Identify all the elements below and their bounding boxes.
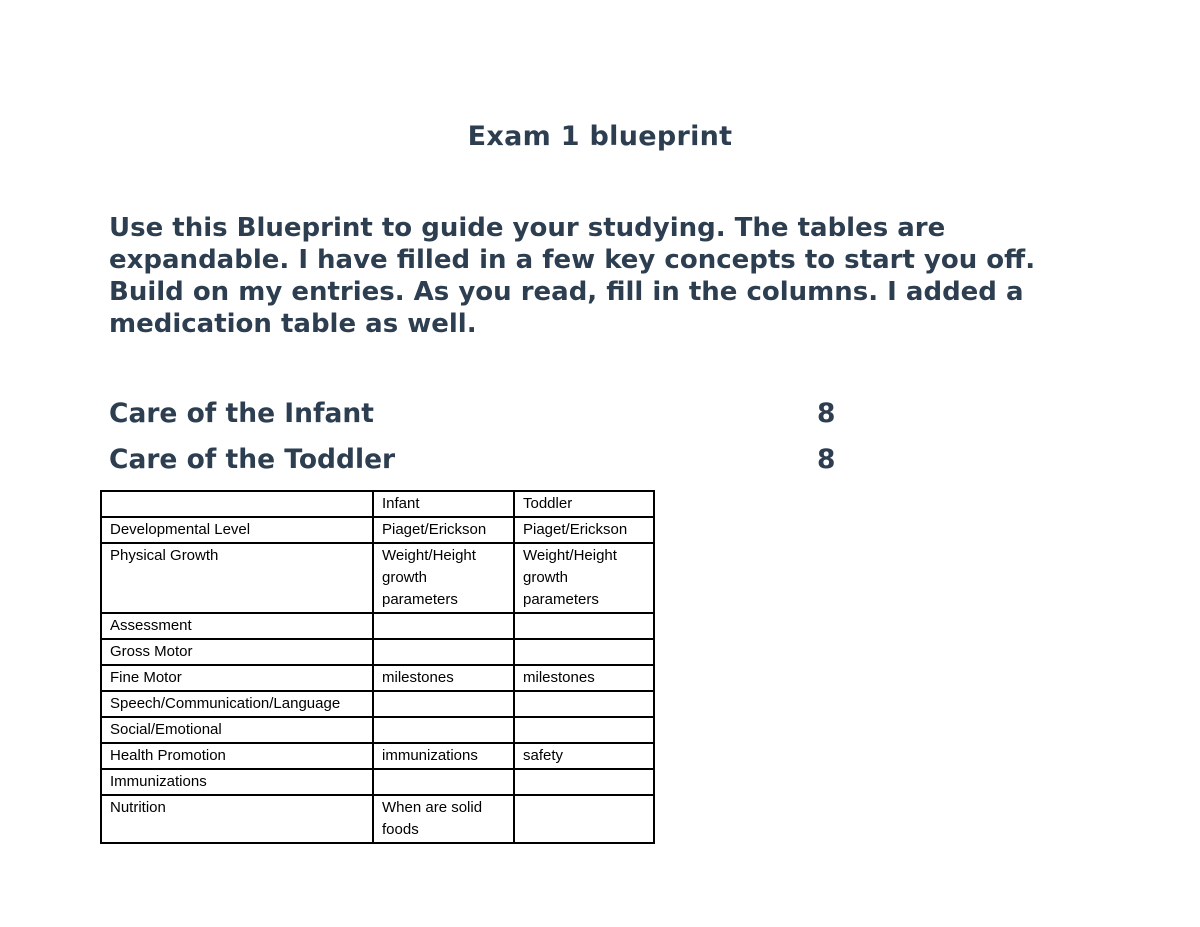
toddler-cell[interactable]	[514, 795, 654, 843]
infant-cell[interactable]: Piaget/Erickson	[373, 517, 514, 543]
topic-toddler	[109, 443, 849, 477]
toddler-cell[interactable]: Piaget/Erickson	[514, 517, 654, 543]
header-cell-topic	[101, 491, 373, 517]
row-label: Immunizations	[101, 769, 373, 795]
toddler-cell[interactable]	[514, 639, 654, 665]
infant-cell[interactable]: Weight/Height growth parameters	[373, 543, 514, 613]
header-cell-toddler: Toddler	[514, 491, 654, 517]
row-label: Health Promotion	[101, 743, 373, 769]
table-row	[101, 743, 654, 769]
header-cell-infant: Infant	[373, 491, 514, 517]
infant-cell[interactable]: milestones	[373, 665, 514, 691]
infant-cell[interactable]	[373, 639, 514, 665]
row-label: Social/Emotional	[101, 717, 373, 743]
row-label: Assessment	[101, 613, 373, 639]
row-label: Gross Motor	[101, 639, 373, 665]
toddler-cell[interactable]	[514, 691, 654, 717]
toddler-cell[interactable]: safety	[514, 743, 654, 769]
table-row	[101, 769, 654, 795]
table-row	[101, 613, 654, 639]
table-row	[101, 691, 654, 717]
table-header-row	[101, 491, 654, 517]
infant-cell[interactable]	[373, 613, 514, 639]
toddler-cell[interactable]	[514, 717, 654, 743]
infant-cell[interactable]	[373, 691, 514, 717]
row-label: Developmental Level	[101, 517, 373, 543]
topic-name: Care of the Infant	[109, 398, 374, 429]
table-row	[101, 517, 654, 543]
toddler-cell[interactable]: milestones	[514, 665, 654, 691]
table-row	[101, 665, 654, 691]
row-label: Fine Motor	[101, 665, 373, 691]
topic-count: 8	[817, 398, 836, 429]
infant-cell[interactable]	[373, 769, 514, 795]
infant-cell[interactable]: immunizations	[373, 743, 514, 769]
page-title: Exam 1 blueprint	[467, 121, 733, 152]
row-label: Nutrition	[101, 795, 373, 843]
topic-count: 8	[817, 444, 836, 475]
toddler-cell[interactable]	[514, 769, 654, 795]
toddler-cell[interactable]: Weight/Height growth parameters	[514, 543, 654, 613]
row-label: Speech/Communication/Language	[101, 691, 373, 717]
table-row	[101, 717, 654, 743]
table-row	[101, 543, 654, 613]
table-row	[101, 795, 654, 843]
toddler-cell[interactable]	[514, 613, 654, 639]
infant-cell[interactable]: When are solid foods	[373, 795, 514, 843]
topic-infant	[109, 397, 849, 431]
intro-paragraph: Use this Blueprint to guide your studying. The tables are expandable. I have filled in a few key concepts to start you off. Build on my entries. As you read, fill in the columns. I added a medication table as well.	[109, 213, 1036, 339]
row-label: Physical Growth	[101, 543, 373, 613]
table-row	[101, 639, 654, 665]
blueprint-table	[100, 490, 655, 844]
topic-name: Care of the Toddler	[109, 444, 396, 475]
infant-cell[interactable]	[373, 717, 514, 743]
